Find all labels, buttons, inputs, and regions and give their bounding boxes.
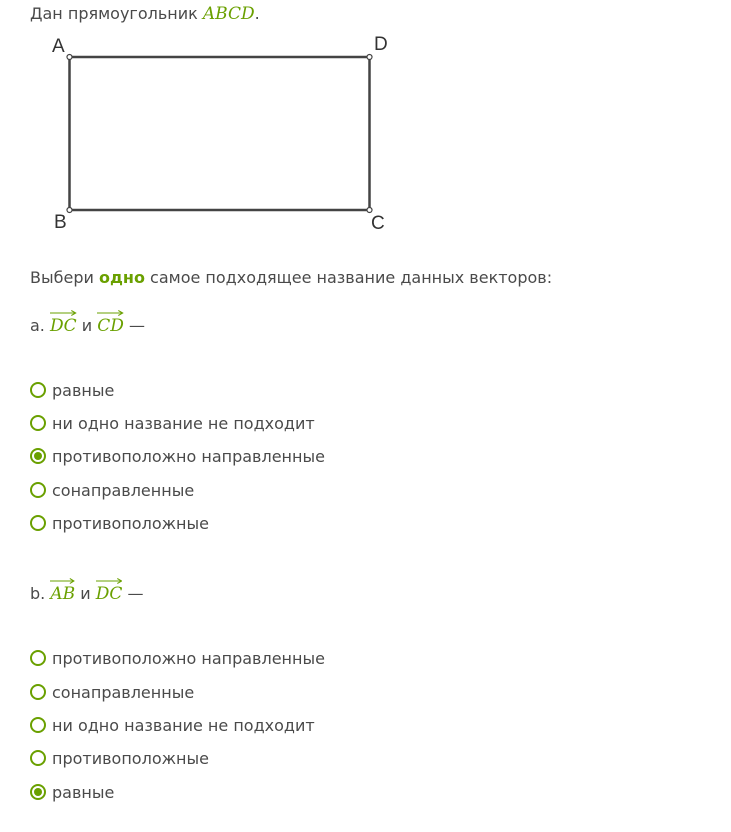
intro-label: Дан прямоугольник bbox=[30, 4, 198, 23]
question-emphasis: одно bbox=[98, 268, 145, 287]
dash: — bbox=[128, 316, 145, 335]
vector-arrow-icon bbox=[50, 310, 77, 316]
vector-name: CD bbox=[97, 316, 124, 336]
option-label: ни одно название не подходит bbox=[52, 715, 315, 735]
vertex-c-point bbox=[367, 208, 372, 213]
option-label: противоположные bbox=[52, 748, 209, 768]
intro-end: . bbox=[254, 4, 260, 23]
vector-dc bbox=[96, 578, 123, 604]
option-label: ни одно название не подходит bbox=[52, 413, 315, 433]
option-b-2[interactable] bbox=[30, 713, 315, 737]
radio-button[interactable] bbox=[30, 382, 46, 398]
option-a-4[interactable] bbox=[30, 511, 209, 535]
option-a-2[interactable] bbox=[30, 444, 325, 468]
option-label: противоположные bbox=[52, 513, 209, 533]
option-label: равные bbox=[52, 380, 115, 400]
option-a-1[interactable] bbox=[30, 411, 315, 435]
vector-name: AB bbox=[50, 584, 76, 604]
radio-button[interactable] bbox=[30, 515, 46, 531]
radio-button[interactable] bbox=[30, 684, 46, 700]
question-text bbox=[30, 268, 552, 287]
item-a-label bbox=[30, 310, 145, 340]
option-label: сонаправленные bbox=[52, 682, 195, 702]
option-label: сонаправленные bbox=[52, 480, 195, 500]
vector-ab bbox=[50, 578, 75, 604]
item-b-label bbox=[30, 578, 143, 608]
radio-button[interactable] bbox=[30, 482, 46, 498]
vertex-label-d: D bbox=[374, 34, 388, 55]
question-post: самое подходящее название данных векторов: bbox=[150, 268, 553, 287]
vector-name: DC bbox=[95, 584, 123, 604]
radio-button-selected[interactable] bbox=[30, 448, 46, 464]
option-label: противоположно направленные bbox=[52, 648, 325, 668]
vertex-d-point bbox=[367, 55, 372, 60]
vector-name: DC bbox=[49, 316, 77, 336]
conjunction: и bbox=[80, 584, 91, 603]
radio-button[interactable] bbox=[30, 717, 46, 733]
dash: — bbox=[127, 584, 144, 603]
option-label: равные bbox=[52, 782, 115, 802]
vertex-label-a: A bbox=[52, 36, 65, 57]
vertex-b-point bbox=[67, 208, 72, 213]
radio-button[interactable] bbox=[30, 415, 46, 431]
conjunction: и bbox=[81, 316, 93, 335]
option-b-1[interactable] bbox=[30, 680, 194, 704]
vertex-label-c: C bbox=[371, 213, 385, 234]
question-pre: Выбери bbox=[30, 268, 94, 287]
radio-button[interactable] bbox=[30, 650, 46, 666]
option-label: противоположно направленные bbox=[52, 446, 325, 466]
figure-name: ABCD bbox=[202, 4, 255, 24]
option-b-3[interactable] bbox=[30, 746, 209, 770]
vector-arrow-icon bbox=[97, 310, 124, 316]
vector-arrow-icon bbox=[96, 578, 123, 584]
option-a-3[interactable] bbox=[30, 478, 194, 502]
vertex-label-b: B bbox=[54, 212, 67, 233]
intro-text bbox=[30, 4, 260, 24]
option-b-0[interactable] bbox=[30, 646, 325, 670]
vertex-a-point bbox=[67, 55, 72, 60]
item-letter: b. bbox=[30, 584, 46, 603]
vector-arrow-icon bbox=[50, 578, 75, 584]
option-b-4[interactable] bbox=[30, 780, 114, 804]
rectangle-shape bbox=[70, 57, 370, 210]
item-letter: a. bbox=[30, 316, 45, 335]
radio-button-selected[interactable] bbox=[30, 784, 46, 800]
option-a-0[interactable] bbox=[30, 378, 114, 402]
vector-cd bbox=[97, 310, 124, 336]
rectangle-figure bbox=[30, 32, 400, 237]
vector-dc bbox=[50, 310, 77, 336]
radio-button[interactable] bbox=[30, 750, 46, 766]
